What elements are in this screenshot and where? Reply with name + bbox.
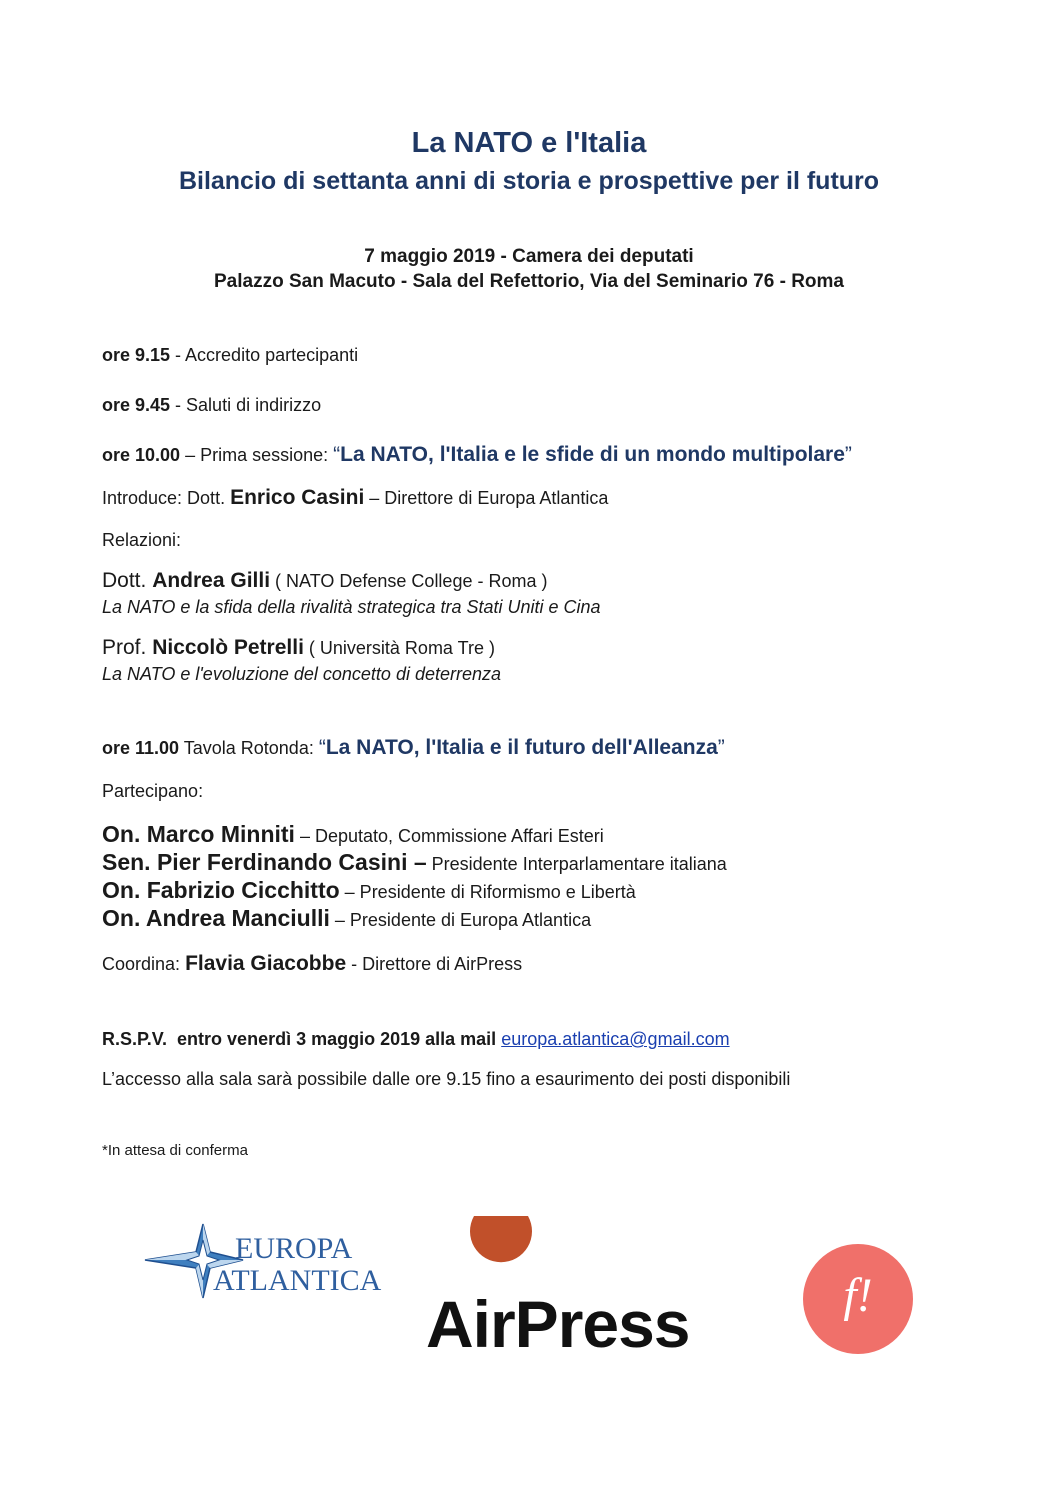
coordina-label: Coordina: (102, 954, 186, 974)
event-date: 7 maggio 2019 - Camera dei deputati (364, 246, 694, 267)
europa-atlantica-logo (143, 1220, 393, 1302)
speaker-affiliation: ( NATO Defense College - Roma ) (270, 571, 548, 591)
schedule-time: ore 10.00 (102, 445, 181, 465)
event-venue: Palazzo San Macuto - Sala del Refettorio, Via del Seminario 76 - Roma (214, 271, 844, 292)
airpress-logo (424, 1214, 749, 1359)
page-title: La NATO e l'Italia (411, 127, 647, 159)
schedule-text: Tavola Rotonda: (179, 738, 319, 758)
speaker-gilli (102, 569, 547, 593)
session-title: La NATO, l'Italia e le sfide di un mondo multipolare (340, 443, 845, 466)
participant-role: – Presidente di Riformismo e Libertà (339, 882, 636, 902)
partecipano-label: Partecipano: (102, 781, 204, 801)
participant-name: On. Fabrizio Cicchitto (102, 877, 340, 903)
open-quote: “ (333, 443, 341, 466)
close-quote: ” (717, 736, 725, 759)
session-title: La NATO, l'Italia e il futuro dell'Alleanza (325, 736, 718, 759)
europa-wordmark: EUROPA (235, 1232, 353, 1265)
speaker-affiliation: ( Università Roma Tre ) (303, 638, 495, 658)
access-note: L’accesso alla sala sarà possibile dalle ore 9.15 fino a esaurimento dei posti disponibili (102, 1069, 791, 1089)
coordinator-name: Flavia Giacobbe (185, 952, 347, 975)
rsvp-text: R.S.P.V. entro venerdì 3 maggio 2019 alla mail (102, 1029, 502, 1049)
schedule-item-tavola-rotonda (102, 736, 725, 760)
speaker-prefix: Dott. (102, 569, 153, 592)
formiche-logo (801, 1240, 915, 1358)
speaker-topic: La NATO e la sfida della rivalità strategica tra Stati Uniti e Cina (102, 597, 601, 617)
speaker-petrelli (102, 636, 495, 660)
atlantica-wordmark: ATLANTICA (213, 1264, 382, 1297)
coordina-line (102, 952, 522, 976)
participant-role: – Deputato, Commissione Affari Esteri (294, 826, 604, 846)
speaker-name: Andrea Gilli (152, 569, 271, 592)
schedule-time: ore 9.45 (102, 395, 171, 415)
speaker-name: Niccolò Petrelli (152, 636, 304, 659)
schedule-item-accredito (102, 345, 358, 366)
footnote: *In attesa di conferma (102, 1142, 248, 1159)
participant-name: Sen. Pier Ferdinando Casini – (102, 849, 427, 875)
relazioni-label: Relazioni: (102, 530, 182, 550)
schedule-item-saluti (102, 395, 321, 416)
participant-name: On. Andrea Manciulli (102, 905, 330, 931)
schedule-time: ore 11.00 (102, 738, 180, 758)
participant-row (102, 877, 636, 904)
open-quote: “ (318, 736, 326, 759)
schedule-text: – Prima sessione: (180, 445, 334, 465)
schedule-time: ore 9.15 (102, 345, 171, 365)
page-subtitle: Bilancio di settanta anni di storia e prospettive per il futuro (178, 167, 880, 195)
speaker-topic: La NATO e l'evoluzione del concetto di deterrenza (102, 664, 502, 684)
formiche-wordmark: f! (843, 1269, 873, 1322)
participant-row (102, 849, 727, 876)
coordinator-role: - Direttore di AirPress (346, 954, 523, 974)
introducer-role: – Direttore di Europa Atlantica (364, 488, 609, 508)
schedule-item-prima-sessione (102, 443, 852, 467)
airpress-wordmark: AirPress (426, 1287, 690, 1361)
participant-name: On. Marco Minniti (102, 821, 295, 847)
introduce-label: Introduce: Dott. (102, 488, 231, 508)
participant-role: Presidente Interparlamentare italiana (426, 854, 727, 874)
participant-role: – Presidente di Europa Atlantica (329, 910, 592, 930)
rsvp-line (102, 1029, 730, 1050)
rsvp-email-link[interactable]: europa.atlantica@gmail.com (501, 1029, 730, 1049)
introduce-line (102, 486, 608, 510)
introducer-name: Enrico Casini (230, 486, 365, 509)
close-quote: ” (844, 443, 852, 466)
participant-row (102, 905, 591, 932)
speaker-prefix: Prof. (102, 636, 153, 659)
schedule-text: - Saluti di indirizzo (170, 395, 322, 415)
schedule-text: - Accredito partecipanti (170, 345, 359, 365)
participant-row (102, 821, 604, 848)
